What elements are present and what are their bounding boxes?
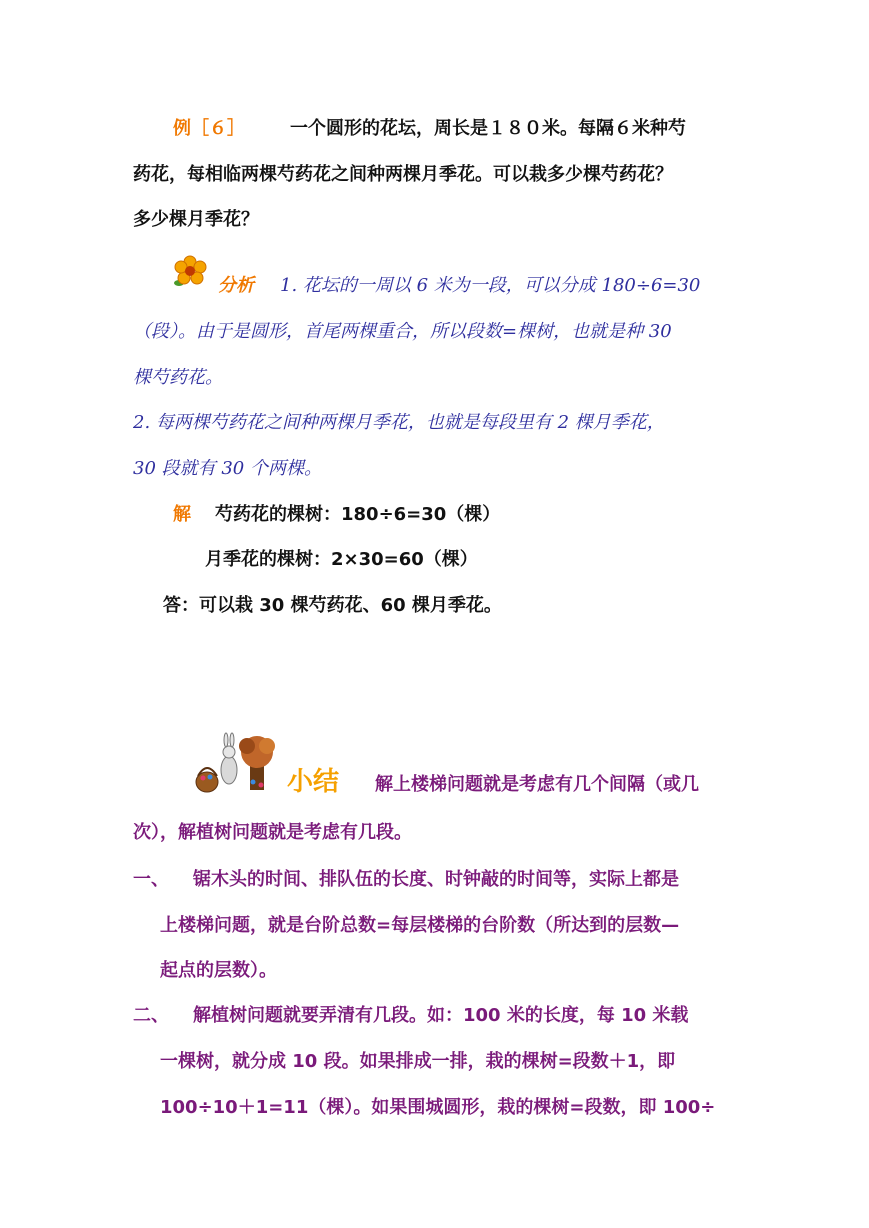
analysis-line-3: 棵芍药花。 [133, 367, 223, 388]
example-line-2: 药花，每相临两棵芍药花之间种两棵月季花。可以栽多少棵芍药花？ [133, 164, 673, 185]
analysis-line-2: （段）。由于是圆形，首尾两棵重合，所以段数=棵树，也就是种 30 [133, 321, 672, 342]
analysis-line-5: 30 段就有 30 个两棵。 [133, 458, 322, 479]
example-label: 例［６］ [173, 118, 245, 139]
summary-item-1-line-3: 起点的层数）。 [160, 960, 277, 981]
solution-line-1: 芍药花的棵树：180÷6=30（棵） [215, 504, 501, 525]
solution-line-2: 月季花的棵树：2×30=60（棵） [205, 549, 478, 570]
summary-item-2-line-2: 一棵树，就分成 10 段。如果排成一排，栽的棵树=段数＋1，即 [160, 1051, 676, 1072]
example-line-3: 多少棵月季花？ [133, 209, 259, 230]
analysis-line-4: 2. 每两棵芍药花之间种两棵月季花，也就是每段里有 2 棵月季花， [133, 412, 665, 433]
summary-item-1-line-1: 锯木头的时间、排队伍的长度、时钟敲的时间等，实际上都是 [193, 869, 679, 890]
analysis-line-1: 1. 花坛的一周以 6 米为一段，可以分成 180÷6=30 [280, 275, 701, 296]
summary-item-2-line-1: 解植树问题就要弄清有几段。如：100 米的长度，每 10 米载 [193, 1005, 689, 1026]
solution-answer: 答：可以栽 30 棵芍药花、60 棵月季花。 [163, 595, 502, 616]
summary-item-2-marker: 二、 [133, 1005, 169, 1026]
summary-item-2-line-3: 100÷10＋1=11（棵）。如果围城圆形，栽的棵树=段数，即 100÷ [160, 1097, 716, 1118]
flower-icon [170, 254, 214, 290]
summary-title: 小结 [287, 767, 340, 797]
example-line-1: 一个圆形的花坛，周长是１８０米。每隔６米种芍 [290, 118, 686, 139]
summary-item-1-line-2: 上楼梯问题，就是台阶总数=每层楼梯的台阶数（所达到的层数— [160, 915, 680, 936]
rabbit-tree-basket-icon [193, 730, 285, 796]
analysis-label: 分析 [218, 275, 254, 296]
summary-line-1: 解上楼梯问题就是考虑有几个间隔（或几 [375, 774, 699, 795]
summary-item-1-marker: 一、 [133, 869, 169, 890]
solution-label: 解 [173, 504, 191, 525]
summary-line-2: 次），解植树问题就是考虑有几段。 [133, 822, 412, 843]
